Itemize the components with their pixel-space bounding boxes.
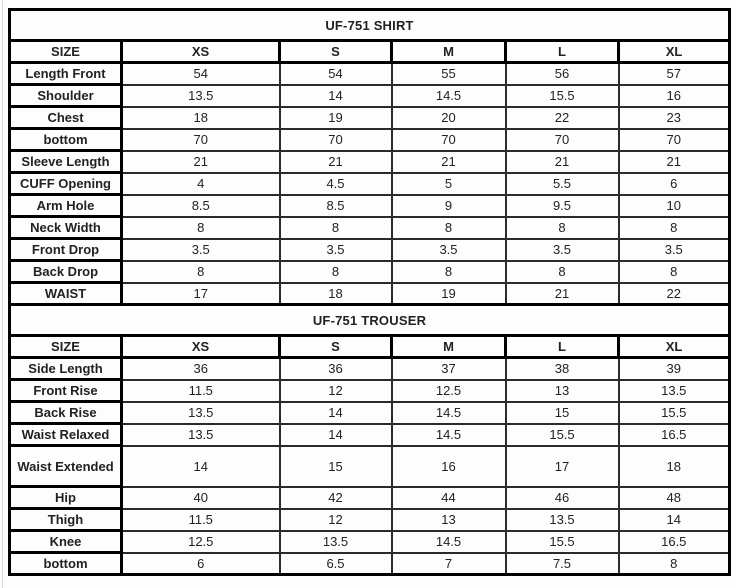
row-label: Chest xyxy=(10,107,122,129)
value-cell: 70 xyxy=(392,129,506,151)
data-row xyxy=(10,85,730,107)
column-header: XS xyxy=(122,41,280,63)
value-cell: 21 xyxy=(506,151,619,173)
value-cell: 13.5 xyxy=(506,509,619,531)
value-cell: 39 xyxy=(619,358,730,380)
value-cell: 15.5 xyxy=(619,402,730,424)
row-label: Back Rise xyxy=(10,402,122,424)
value-cell: 15.5 xyxy=(506,85,619,107)
value-cell: 8.5 xyxy=(122,195,280,217)
value-cell: 6 xyxy=(122,553,280,575)
value-cell: 14.5 xyxy=(392,531,506,553)
row-label: Sleeve Length xyxy=(10,151,122,173)
value-cell: 14.5 xyxy=(392,424,506,446)
size-chart-sheet xyxy=(8,8,731,576)
header-row xyxy=(10,41,730,63)
data-row xyxy=(10,487,730,509)
value-cell: 3.5 xyxy=(619,239,730,261)
value-cell: 18 xyxy=(122,107,280,129)
value-cell: 16.5 xyxy=(619,424,730,446)
value-cell: 14 xyxy=(122,446,280,487)
value-cell: 21 xyxy=(392,151,506,173)
data-row xyxy=(10,173,730,195)
data-row xyxy=(10,283,730,305)
value-cell: 70 xyxy=(506,129,619,151)
value-cell: 7 xyxy=(392,553,506,575)
value-cell: 5.5 xyxy=(506,173,619,195)
value-cell: 15.5 xyxy=(506,424,619,446)
value-cell: 8 xyxy=(619,217,730,239)
row-label: Length Front xyxy=(10,63,122,85)
row-label: Waist Relaxed xyxy=(10,424,122,446)
column-header: L xyxy=(506,336,619,358)
value-cell: 3.5 xyxy=(506,239,619,261)
value-cell: 14 xyxy=(280,85,392,107)
row-label: Front Drop xyxy=(10,239,122,261)
value-cell: 38 xyxy=(506,358,619,380)
value-cell: 19 xyxy=(280,107,392,129)
value-cell: 12 xyxy=(280,380,392,402)
value-cell: 44 xyxy=(392,487,506,509)
value-cell: 21 xyxy=(122,151,280,173)
data-row xyxy=(10,509,730,531)
value-cell: 14.5 xyxy=(392,85,506,107)
value-cell: 19 xyxy=(392,283,506,305)
value-cell: 13.5 xyxy=(122,424,280,446)
value-cell: 13.5 xyxy=(122,402,280,424)
row-label: Front Rise xyxy=(10,380,122,402)
data-row xyxy=(10,63,730,85)
value-cell: 54 xyxy=(122,63,280,85)
row-label: CUFF Opening xyxy=(10,173,122,195)
value-cell: 70 xyxy=(619,129,730,151)
column-header: S xyxy=(280,41,392,63)
data-row xyxy=(10,261,730,283)
data-row xyxy=(10,107,730,129)
value-cell: 57 xyxy=(619,63,730,85)
value-cell: 8 xyxy=(619,261,730,283)
value-cell: 46 xyxy=(506,487,619,509)
value-cell: 16 xyxy=(392,446,506,487)
value-cell: 8 xyxy=(506,217,619,239)
value-cell: 14 xyxy=(280,424,392,446)
value-cell: 9 xyxy=(392,195,506,217)
row-label: Back Drop xyxy=(10,261,122,283)
value-cell: 17 xyxy=(122,283,280,305)
data-row xyxy=(10,217,730,239)
value-cell: 22 xyxy=(619,283,730,305)
value-cell: 42 xyxy=(280,487,392,509)
value-cell: 11.5 xyxy=(122,380,280,402)
column-header: XL xyxy=(619,336,730,358)
data-row xyxy=(10,380,730,402)
page-edge-artifact xyxy=(2,0,3,588)
row-label: bottom xyxy=(10,129,122,151)
section-title-row xyxy=(10,10,730,41)
value-cell: 40 xyxy=(122,487,280,509)
row-label: Thigh xyxy=(10,509,122,531)
size-chart-table xyxy=(8,8,731,576)
column-header: XS xyxy=(122,336,280,358)
data-row xyxy=(10,195,730,217)
value-cell: 10 xyxy=(619,195,730,217)
value-cell: 13 xyxy=(392,509,506,531)
value-cell: 13.5 xyxy=(122,85,280,107)
value-cell: 15 xyxy=(506,402,619,424)
column-header: M xyxy=(392,336,506,358)
value-cell: 3.5 xyxy=(122,239,280,261)
row-label: Neck Width xyxy=(10,217,122,239)
column-header: S xyxy=(280,336,392,358)
data-row xyxy=(10,424,730,446)
data-row xyxy=(10,531,730,553)
row-label: Side Length xyxy=(10,358,122,380)
value-cell: 4.5 xyxy=(280,173,392,195)
column-header: SIZE xyxy=(10,336,122,358)
value-cell: 8 xyxy=(122,261,280,283)
value-cell: 14 xyxy=(619,509,730,531)
value-cell: 3.5 xyxy=(392,239,506,261)
value-cell: 13.5 xyxy=(619,380,730,402)
column-header: XL xyxy=(619,41,730,63)
value-cell: 8 xyxy=(280,261,392,283)
row-label: Knee xyxy=(10,531,122,553)
value-cell: 21 xyxy=(280,151,392,173)
row-label: WAIST xyxy=(10,283,122,305)
value-cell: 12.5 xyxy=(122,531,280,553)
size-chart-body xyxy=(10,10,730,575)
value-cell: 12 xyxy=(280,509,392,531)
value-cell: 8 xyxy=(392,261,506,283)
value-cell: 9.5 xyxy=(506,195,619,217)
value-cell: 6.5 xyxy=(280,553,392,575)
data-row xyxy=(10,446,730,487)
value-cell: 37 xyxy=(392,358,506,380)
value-cell: 23 xyxy=(619,107,730,129)
value-cell: 18 xyxy=(619,446,730,487)
row-label: Shoulder xyxy=(10,85,122,107)
value-cell: 21 xyxy=(619,151,730,173)
value-cell: 8.5 xyxy=(280,195,392,217)
value-cell: 8 xyxy=(122,217,280,239)
value-cell: 36 xyxy=(280,358,392,380)
value-cell: 70 xyxy=(122,129,280,151)
value-cell: 18 xyxy=(280,283,392,305)
section-title: UF-751 TROUSER xyxy=(10,305,730,336)
value-cell: 15.5 xyxy=(506,531,619,553)
value-cell: 12.5 xyxy=(392,380,506,402)
value-cell: 8 xyxy=(280,217,392,239)
value-cell: 5 xyxy=(392,173,506,195)
data-row xyxy=(10,358,730,380)
column-header: M xyxy=(392,41,506,63)
data-row xyxy=(10,402,730,424)
value-cell: 4 xyxy=(122,173,280,195)
column-header: SIZE xyxy=(10,41,122,63)
value-cell: 14.5 xyxy=(392,402,506,424)
value-cell: 8 xyxy=(619,553,730,575)
value-cell: 6 xyxy=(619,173,730,195)
section-title-row xyxy=(10,305,730,336)
value-cell: 70 xyxy=(280,129,392,151)
column-header: L xyxy=(506,41,619,63)
data-row xyxy=(10,129,730,151)
value-cell: 14 xyxy=(280,402,392,424)
value-cell: 7.5 xyxy=(506,553,619,575)
value-cell: 56 xyxy=(506,63,619,85)
row-label: bottom xyxy=(10,553,122,575)
value-cell: 16.5 xyxy=(619,531,730,553)
row-label: Waist Extended xyxy=(10,446,122,487)
value-cell: 13.5 xyxy=(280,531,392,553)
value-cell: 36 xyxy=(122,358,280,380)
value-cell: 21 xyxy=(506,283,619,305)
value-cell: 8 xyxy=(506,261,619,283)
value-cell: 55 xyxy=(392,63,506,85)
value-cell: 3.5 xyxy=(280,239,392,261)
row-label: Hip xyxy=(10,487,122,509)
data-row xyxy=(10,151,730,173)
value-cell: 20 xyxy=(392,107,506,129)
data-row xyxy=(10,553,730,575)
value-cell: 48 xyxy=(619,487,730,509)
value-cell: 11.5 xyxy=(122,509,280,531)
value-cell: 22 xyxy=(506,107,619,129)
row-label: Arm Hole xyxy=(10,195,122,217)
value-cell: 54 xyxy=(280,63,392,85)
value-cell: 15 xyxy=(280,446,392,487)
value-cell: 8 xyxy=(392,217,506,239)
section-title: UF-751 SHIRT xyxy=(10,10,730,41)
value-cell: 17 xyxy=(506,446,619,487)
header-row xyxy=(10,336,730,358)
value-cell: 16 xyxy=(619,85,730,107)
value-cell: 13 xyxy=(506,380,619,402)
data-row xyxy=(10,239,730,261)
